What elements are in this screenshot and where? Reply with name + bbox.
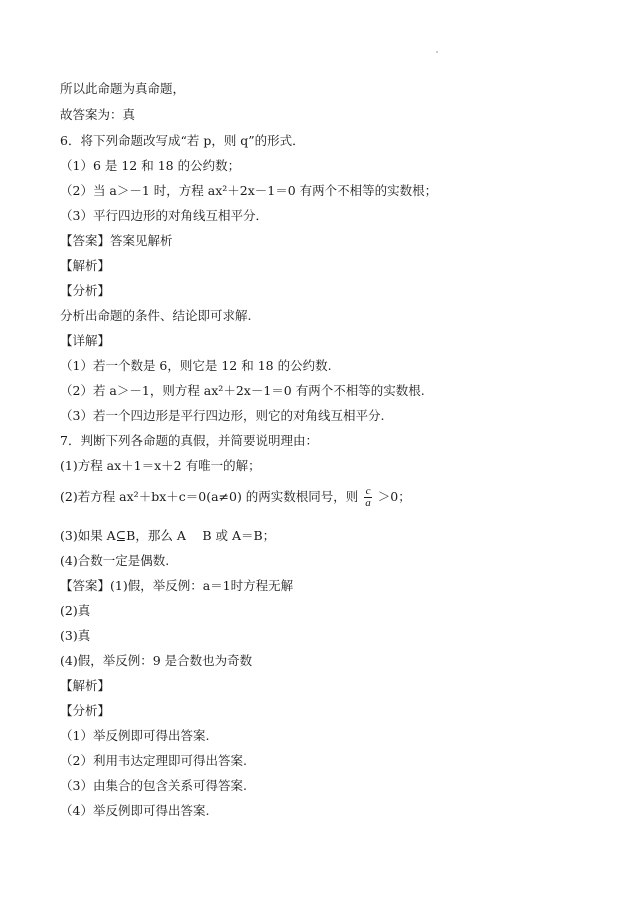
text-segment: (2)若方程 ax²＋bx＋c＝0(a≠0) 的两实数根同号，则 xyxy=(60,489,359,504)
fraction-numerator: c xyxy=(365,485,371,497)
fraction-denominator: a xyxy=(365,497,371,509)
scan-dot xyxy=(436,51,438,53)
text-line: （3）若一个四边形是平行四边形，则它的对角线互相平分. xyxy=(60,408,385,423)
text-line: (4)假，举反例：9 是合数也为奇数 xyxy=(60,653,253,668)
text-line: （3）由集合的包含关系可得答案. xyxy=(60,778,247,793)
text-line: (4)合数一定是偶数. xyxy=(60,553,170,568)
section-label: 【解析】 xyxy=(60,678,111,693)
text-line: （2）当 a＞－1 时，方程 ax²＋2x－1＝0 有两个不相等的实数根； xyxy=(60,183,438,198)
text-line: (3)真 xyxy=(60,628,91,643)
text-line: （2）若 a＞－1，则方程 ax²＋2x－1＝0 有两个不相等的实数根. xyxy=(60,383,425,398)
section-label: 【解析】 xyxy=(60,258,111,273)
text-line: 故答案为：真 xyxy=(60,107,136,122)
text-line: (1)方程 ax＋1＝x＋2 有唯一的解； xyxy=(60,458,261,473)
text-line: （1）若一个数是 6，则它是 12 和 18 的公约数. xyxy=(60,358,332,373)
text-line: （4）举反例即可得出答案. xyxy=(60,803,210,818)
section-label: 【分析】 xyxy=(60,283,111,298)
text-line: 分析出命题的条件、结论即可求解. xyxy=(60,308,252,323)
text-line: （2）利用韦达定理即可得出答案. xyxy=(60,753,247,768)
section-label: 【详解】 xyxy=(60,333,111,348)
text-line: （3）平行四边形的对角线互相平分． xyxy=(60,208,268,223)
text-line: （1）举反例即可得出答案. xyxy=(60,728,210,743)
question-6-title: 6．将下列命题改写成“若 p，则 q”的形式． xyxy=(60,133,305,148)
text-line-with-fraction xyxy=(60,486,411,509)
question-7-title: 7．判断下列各命题的真假，并简要说明理由： xyxy=(60,433,318,448)
text-line: 所以此命题为真命题， xyxy=(60,81,186,96)
section-label: 【分析】 xyxy=(60,703,111,718)
text-line: （1）6 是 12 和 18 的公约数； xyxy=(60,158,241,173)
fraction xyxy=(364,486,372,509)
text-line: (3)如果 A⊆B，那么 A B 或 A＝B； xyxy=(60,528,276,543)
text-line: (2)真 xyxy=(60,603,91,618)
text-segment: ＞0； xyxy=(377,489,411,504)
answer-label: 【答案】(1)假，举反例：a＝1时方程无解 xyxy=(60,578,294,593)
answer-label: 【答案】答案见解析 xyxy=(60,233,173,248)
